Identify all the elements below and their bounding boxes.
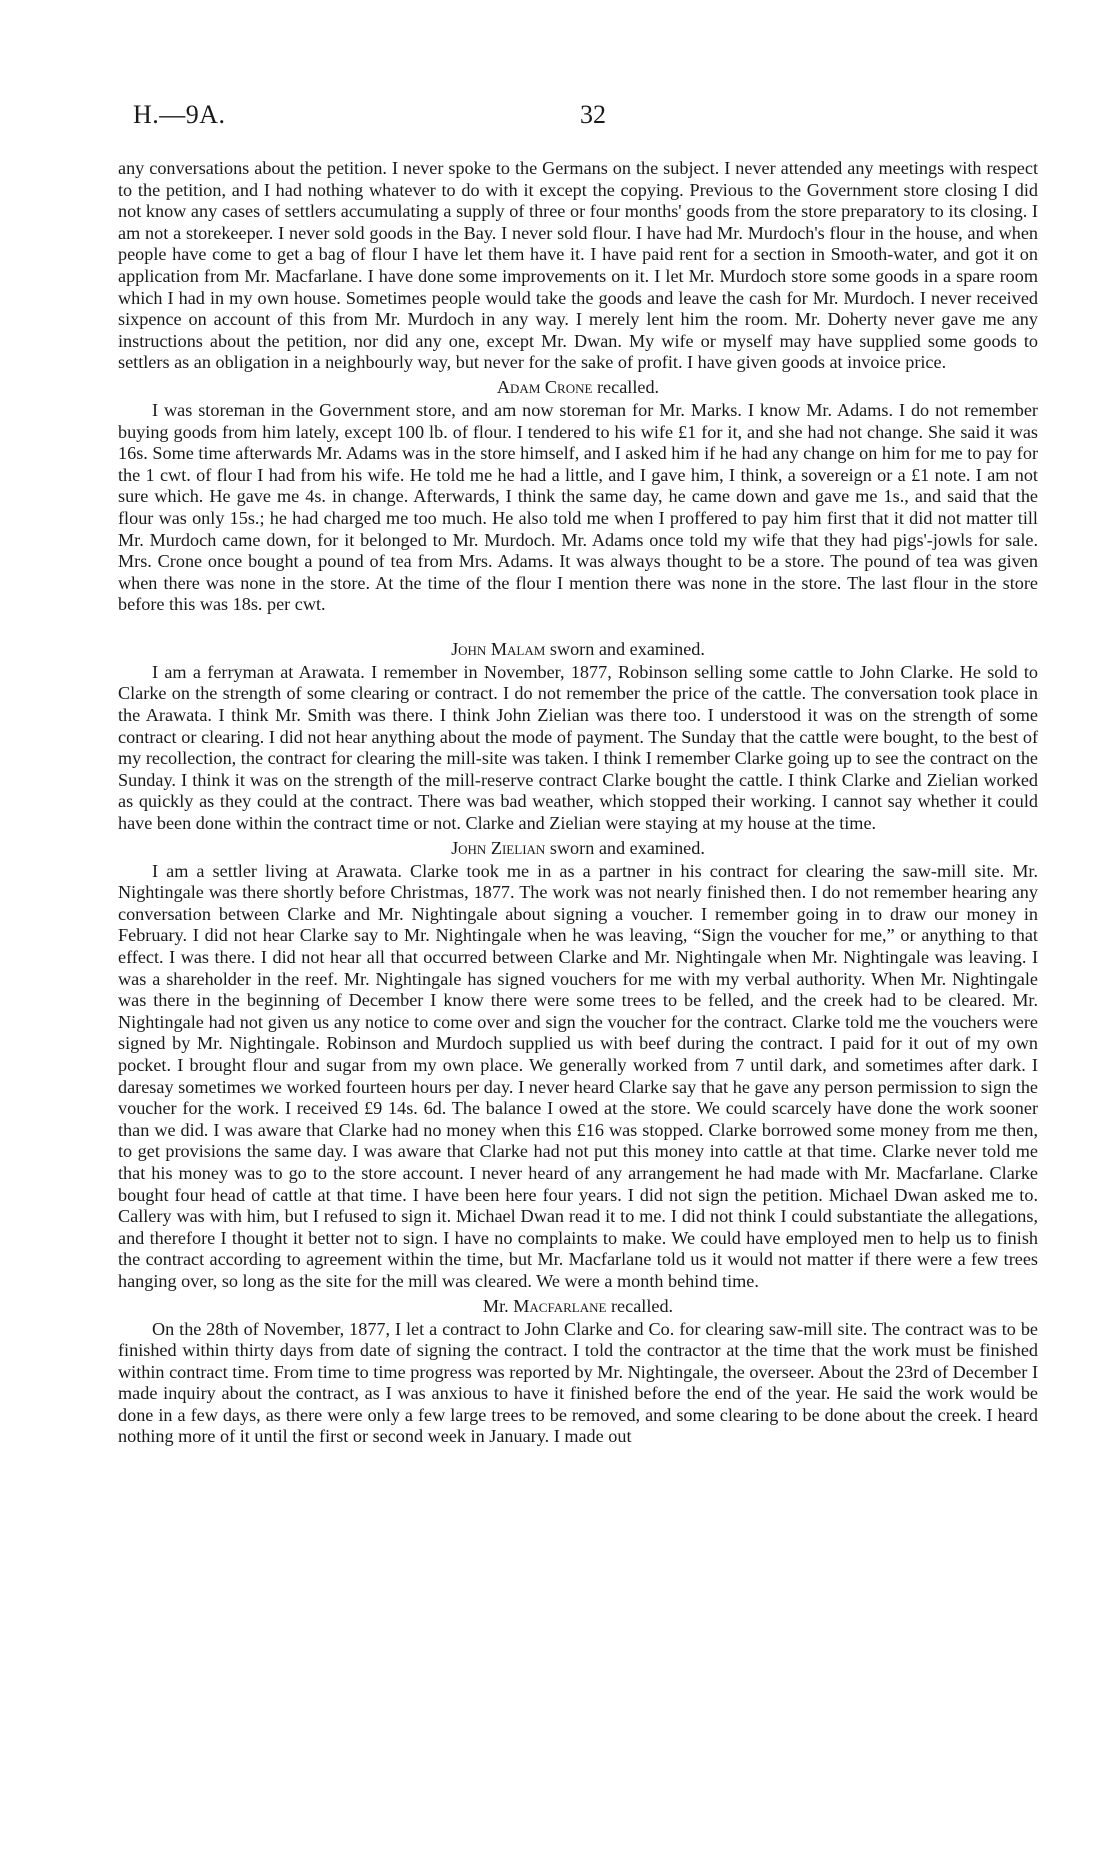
witness-name: Macfarlane	[513, 1295, 607, 1316]
document-body	[118, 158, 1038, 1448]
page-header	[133, 100, 1038, 140]
witness-name: Adam Crone	[496, 376, 593, 397]
witness-heading-mr-macfarlane	[118, 1295, 1038, 1317]
witness-name: John Zielian	[451, 837, 546, 858]
witness-status: sworn and examined.	[549, 837, 705, 858]
witness-heading-john-zielian	[118, 837, 1038, 859]
witness-status: recalled.	[597, 376, 660, 397]
witness-status: recalled.	[611, 1295, 674, 1316]
paragraph-adam-crone: I was storeman in the Government store, and am now storeman for Mr. Marks. I know Mr. Adams. I do not remember buying goods from him lately, except 100 lb. of flour. I tendered to his wife £1 for it, and she had not change. She said it was 16s. Some time afterwards Mr. Adams was in the store himself, and I asked him if he had any change on him for me to pay for the 1 cwt. of flour I had from his wife. He told me he had a little, and I gave him, I think, a sovereign or a £1 note. I am not sure which. He gave me 4s. in change. Afterwards, I think the same day, he came down and gave me 1s., and said that the flour was only 15s.; he had charged me too much. He also told me when I proffered to pay him first that it did not matter till Mr. Murdoch came down, for it belonged to Mr. Murdoch. Mr. Adams once told my wife that they had pigs'-jowls for sale. Mrs. Crone once bought a pound of tea from Mrs. Adams. It was always thought to be a store. The pound of tea was given when there was none in the store. At the time of the flour I mention there was none in the store. The last flour in the store before this was 18s. per cwt.	[118, 399, 1038, 615]
witness-status: sworn and examined.	[549, 638, 705, 659]
witness-title: Mr.	[482, 1295, 509, 1316]
paragraph-john-zielian: I am a settler living at Arawata. Clarke took me in as a partner in his contract for clearing the saw-mill site. Mr. Nightingale was there shortly before Christmas, 1877. The work was not nearly finished then. I do not remember hearing any conversation between Clarke and Mr. Nightingale about signing a voucher. I remember going in to draw our money in February. I did not hear Clarke say to Mr. Nightingale when he was leaving, “Sign the voucher for me,” or anything to that effect. I was there. I did not hear all that occurred between Clarke and Mr. Nightingale when Mr. Nightingale was leaving. I was a shareholder in the reef. Mr. Nightingale has signed vouchers for me with my verbal authority. When Mr. Nightingale was there in the beginning of December I know there were some trees to be felled, and the creek had to be cleared. Mr. Nightingale had not given us any notice to come over and sign the voucher for the contract. Clarke told me the vouchers were signed by Mr. Nightingale. Robinson and Murdoch supplied us with beef during the contract. I paid for it out of my own pocket. I brought flour and sugar from my own place. We generally worked from 7 until dark, and sometimes after dark. I daresay sometimes we worked fourteen hours per day. I never heard Clarke say that he gave any person permission to sign the voucher for the work. I received £9 14s. 6d. The balance I owed at the store. We could scarcely have done the work sooner than we did. I was aware that Clarke had no money when this £16 was stopped. Clarke borrowed some money from me then, to get provisions the same day. I was aware that Clarke had not put this money into cattle at that time. Clarke never told me that his money was to go to the store account. I never heard of any arrangement he had made with Mr. Macfarlane. Clarke bought four head of cattle at that time. I have been here four years. I did not sign the petition. Michael Dwan asked me to. Callery was with him, but I refused to sign it. Michael Dwan read it to me. I did not think I could substantiate the allegations, and therefore I thought it better not to sign. I have no complaints to make. We could have employed men to help us to finish the contract according to agreement within the time, but Mr. Macfarlane told us it would not matter if there were a few trees hanging over, so long as the site for the mill was cleared. We were a month behind time.	[118, 860, 1038, 1291]
witness-heading-john-malam	[118, 638, 1038, 660]
paragraph-john-malam: I am a ferryman at Arawata. I remember in November, 1877, Robinson selling some cattle to John Clarke. He sold to Clarke on the strength of some clearing or contract. I do not remember the price of the cattle. The conversation took place in the Arawata. I think Mr. Smith was there. I think John Zielian was there too. I understood it was on the strength of some contract or clearing. I did not hear anything about the mode of payment. The Sunday that the cattle were bought, to the best of my recollection, the contract for clearing the mill-site was taken. I think I remember Clarke going up to see the contract on the Sunday. I think it was on the strength of the mill-reserve contract Clarke bought the cattle. I think Clarke and Zielian worked as quickly as they could at the contract. There was bad weather, which stopped their working. I cannot say whether it could have been done within the contract time or not. Clarke and Zielian were staying at my house at the time.	[118, 661, 1038, 834]
page-number: 32	[580, 100, 606, 129]
paragraph-petition-testimony: any conversations about the petition. I never spoke to the Germans on the subject. I never attended any meetings with respect to the petition, and I had nothing whatever to do with it except the copying. Previous to the Government store closing I did not know any cases of settlers accumulating a supply of three or four months' goods from the store preparatory to its closing. I am not a storekeeper. I never sold goods in the Bay. I never sold flour. I have had Mr. Murdoch's flour in the house, and when people have come to get a bag of flour I have let them have it. I have paid rent for a section in Smooth-water, and got it on application from Mr. Macfarlane. I have done some improvements on it. I let Mr. Murdoch store some goods in a spare room which I had in my own house. Sometimes people would take the goods and leave the cash for Mr. Murdoch. I never received sixpence on account of this from Mr. Murdoch in any way. I merely lent him the room. Mr. Doherty never gave me any instructions about the petition, nor did any one, except Mr. Dwan. My wife or myself may have supplied some goods to settlers as an obligation in a neighbourly way, but never for the sake of profit. I have given goods at invoice price.	[118, 158, 1038, 373]
witness-name: John Malam	[451, 638, 546, 659]
document-reference: H.—9A.	[133, 100, 226, 129]
paragraph-mr-macfarlane: On the 28th of November, 1877, I let a contract to John Clarke and Co. for clearing saw-mill site. The contract was to be finished within thirty days from date of signing the contract. I told the contractor at the time that the work must be finished within contract time. From time to time progress was reported by Mr. Nightingale, the overseer. About the 23rd of December I made inquiry about the contract, as I was anxious to have it finished before the end of the year. He said the work would be done in a few days, as there were only a few large trees to be removed, and some clearing to be done about the creek. I heard nothing more of it until the first or second week in January. I made out	[118, 1318, 1038, 1447]
witness-heading-adam-crone	[118, 376, 1038, 398]
